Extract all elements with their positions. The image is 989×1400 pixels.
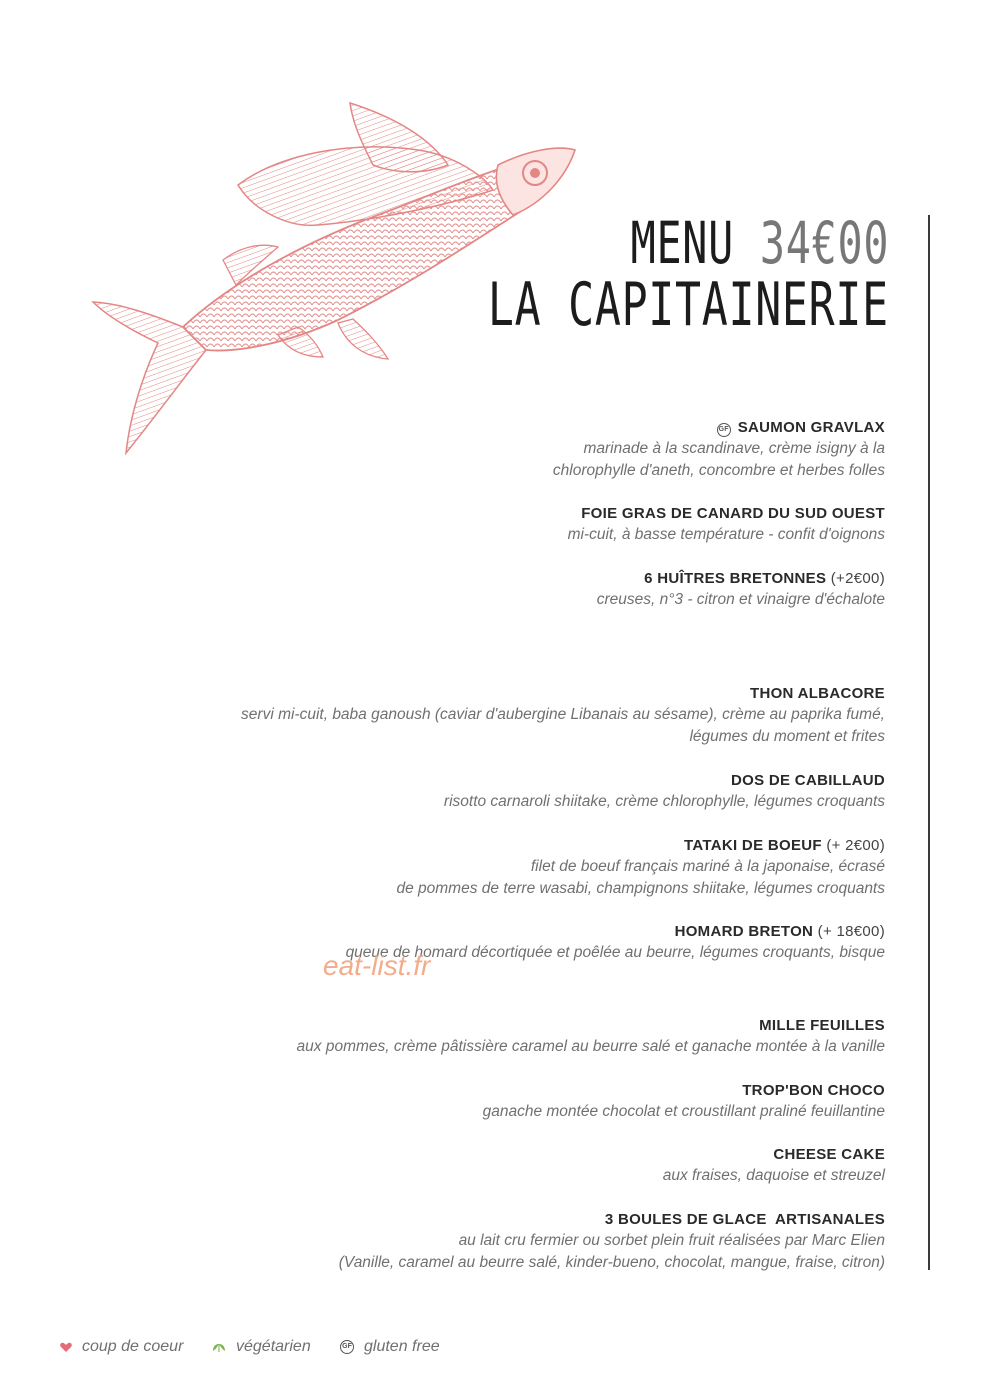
item-name: HOMARD BRETON [674,923,814,940]
menu-item [185,1016,885,1058]
item-name: DOS DE CABILLAUD [731,772,885,789]
item-desc: queue de homard décortiquée et poêlée au beurre, légumes croquants, bisque [345,944,885,961]
restaurant-name: LA CAPITAINERIE [488,270,889,340]
item-desc: aux pommes, crème pâtissière caramel au beurre salé et ganache montée à la vanille [296,1038,885,1055]
item-desc: chlorophylle d'aneth, concombre et herbes folles [552,461,885,479]
menu-item [185,1145,885,1187]
item-desc: de pommes de terre wasabi, champignons shiitake, légumes croquants [396,879,885,897]
menu-price: 34€00 [759,209,889,277]
item-desc: servi mi-cuit, baba ganoush (caviar d'aubergine Libanais au sésame), crème au paprika fumé, [241,706,885,723]
anal-fin [338,319,388,359]
item-desc: mi-cuit, à basse température - confit d'oignons [567,526,885,543]
gluten-free-icon: GF [340,1340,354,1354]
legend-label: gluten free [364,1338,440,1355]
leaf-icon [212,1342,226,1353]
menu-item [185,1081,885,1123]
item-desc: risotto carnaroli shiitake, crème chlorophylle, légumes croquants [443,793,885,810]
heart-icon [60,1342,72,1353]
legend-item [340,1338,440,1356]
item-desc: marinade à la scandinave, crème isigny à la [583,440,885,457]
item-name: SAUMON GRAVLAX [737,419,885,436]
item-name: TATAKI DE BOEUF [684,837,822,854]
menu-title [630,209,889,277]
menu-item [185,504,885,546]
item-desc: creuses, n°3 - citron et vinaigre d'échalote [596,591,885,608]
menu-word: MENU [630,209,734,277]
menu-item [185,418,885,481]
legend-item [212,1338,311,1356]
item-name: THON ALBACORE [749,685,885,702]
item-name: 6 HUÎTRES BRETONNES [644,570,827,587]
menu-item [185,922,885,964]
menu-item [185,569,885,611]
menu-item [185,836,885,899]
item-supplement: (+2€00) [830,570,885,587]
item-name: FOIE GRAS DE CANARD DU SUD OUEST [581,505,885,522]
item-desc: légumes du moment et frites [689,727,885,745]
item-desc: au lait cru fermier ou sorbet plein fruit réalisées par Marc Elien [458,1232,885,1249]
vertical-divider [928,215,930,1270]
item-supplement: (+ 2€00) [826,837,885,854]
fish-head [496,148,575,215]
gluten-free-icon: GF [717,423,731,437]
item-desc: aux fraises, daquoise et streuzel [662,1167,885,1184]
legend-item [60,1338,183,1356]
item-desc: ganache montée chocolat et croustillant praliné feuillantine [482,1103,885,1120]
menu-item [165,1210,885,1273]
item-supplement: (+ 18€00) [817,923,885,940]
legend-label: végétarien [236,1338,311,1355]
item-desc: (Vanille, caramel au beurre salé, kinder-bueno, chocolat, mangue, fraise, citron) [338,1253,885,1271]
item-name: MILLE FEUILLES [759,1017,885,1034]
item-desc: filet de boeuf français mariné à la japonaise, écrasé [530,858,885,875]
watermark: eat-list.fr [323,950,431,981]
menu-item [185,684,885,747]
item-name: CHEESE CAKE [773,1146,885,1163]
item-name: 3 BOULES DE GLACE ARTISANALES [604,1211,885,1228]
menu-item [185,771,885,813]
item-name: TROP'BON CHOCO [742,1082,885,1099]
legend-label: coup de coeur [82,1338,184,1355]
